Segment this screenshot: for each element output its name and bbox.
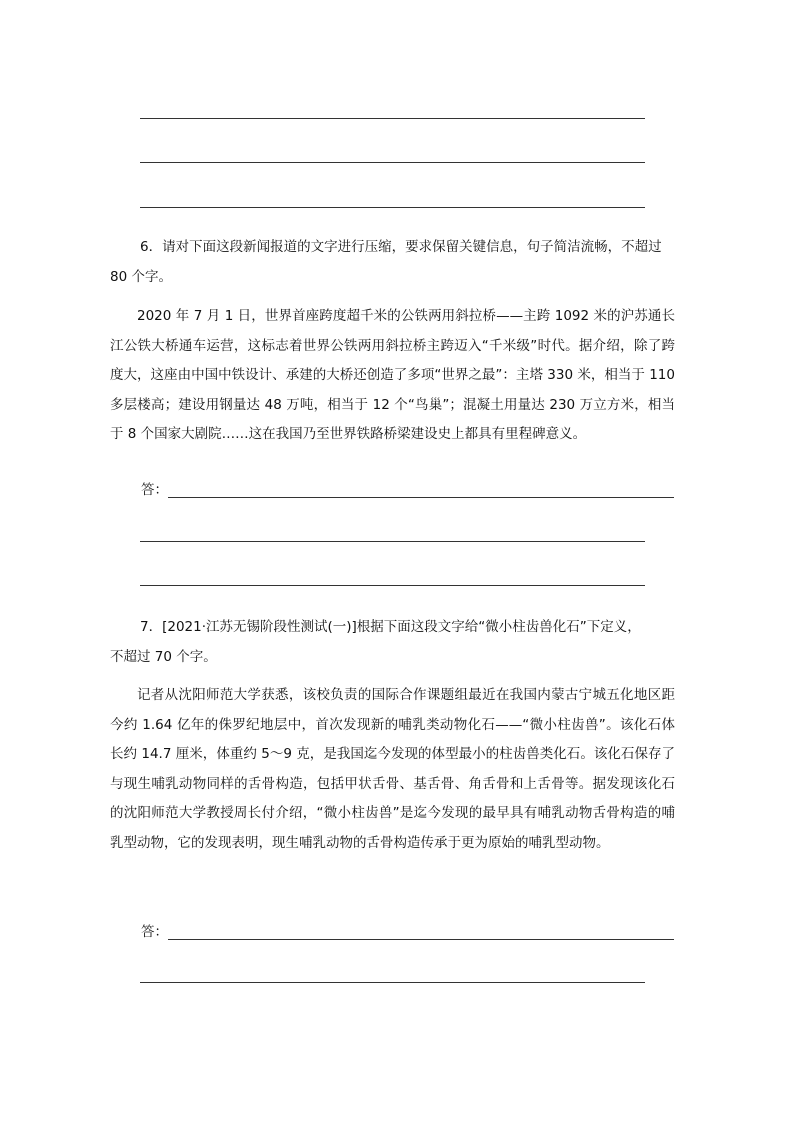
answer-line — [140, 162, 645, 163]
question-6-answer-row — [141, 480, 674, 502]
answer-label: 答： — [141, 482, 168, 498]
question-7-prompt — [110, 612, 675, 672]
question-7-passage: 记者从沈阳师范大学获悉，该校负责的国际合作课题组最近在我国内蒙古宁城五化地区距今约 1.64 亿年的侏罗纪地层中，首次发现新的哺乳类动物化石——“微小柱齿兽”。该化石体长约 14.7 厘米，体重约 5～9 克，是我国迄今发现的体型最小的柱齿兽类化石。该化石保存了与现生哺乳动物同样的舌骨构造，包括甲状舌骨、基舌骨、角舌骨和上舌骨等。据发现该化石的沈阳师范大学教授周长付介绍，“微小柱齿兽”是迄今发现的最早具有哺乳动物舌骨构造的哺乳型动物，它的发现表明，现生哺乳动物的舌骨构造传承于更为原始的哺乳型动物。 — [110, 687, 675, 851]
question-6-prompt-line2: 80 个字。 — [110, 269, 172, 285]
answer-label: 答： — [141, 924, 168, 940]
question-6-prompt — [110, 232, 675, 292]
answer-line[interactable] — [168, 497, 674, 498]
answer-line — [140, 118, 645, 119]
answer-line — [140, 541, 645, 542]
answer-line — [140, 207, 645, 208]
answer-line — [140, 982, 645, 983]
question-6-passage: 2020 年 7 月 1 日，世界首座跨度超千米的公铁两用斜拉桥——主跨 1092 米的沪苏通长江公铁大桥通车运营，这标志着世界公铁两用斜拉桥主跨迈入“千米级”时代。据介绍，除了跨度大，这座由中国中铁设计、承建的大桥还创造了多项“世界之最”：主塔 330 米，相当于 110 多层楼高；建设用钢量达 48 万吨，相当于 12 个“鸟巢”；混凝土用量达 230 万立方米，相当于 8 个国家大剧院……这在我国乃至世界铁路桥梁建设史上都具有里程碑意义。 — [110, 308, 675, 442]
question-7-prompt-line2: 不超过 70 个字。 — [110, 649, 217, 665]
question-7-answer-row — [141, 922, 674, 944]
question-6-prompt-line1: 6．请对下面这段新闻报道的文字进行压缩，要求保留关键信息，句子简洁流畅，不超过 — [140, 239, 662, 255]
answer-line — [140, 585, 645, 586]
question-7-prompt-line1: 7．[2021·江苏无锡阶段性测试(一)]根据下面这段文字给“微小柱齿兽化石”下定义， — [140, 619, 641, 635]
answer-line[interactable] — [168, 939, 674, 940]
